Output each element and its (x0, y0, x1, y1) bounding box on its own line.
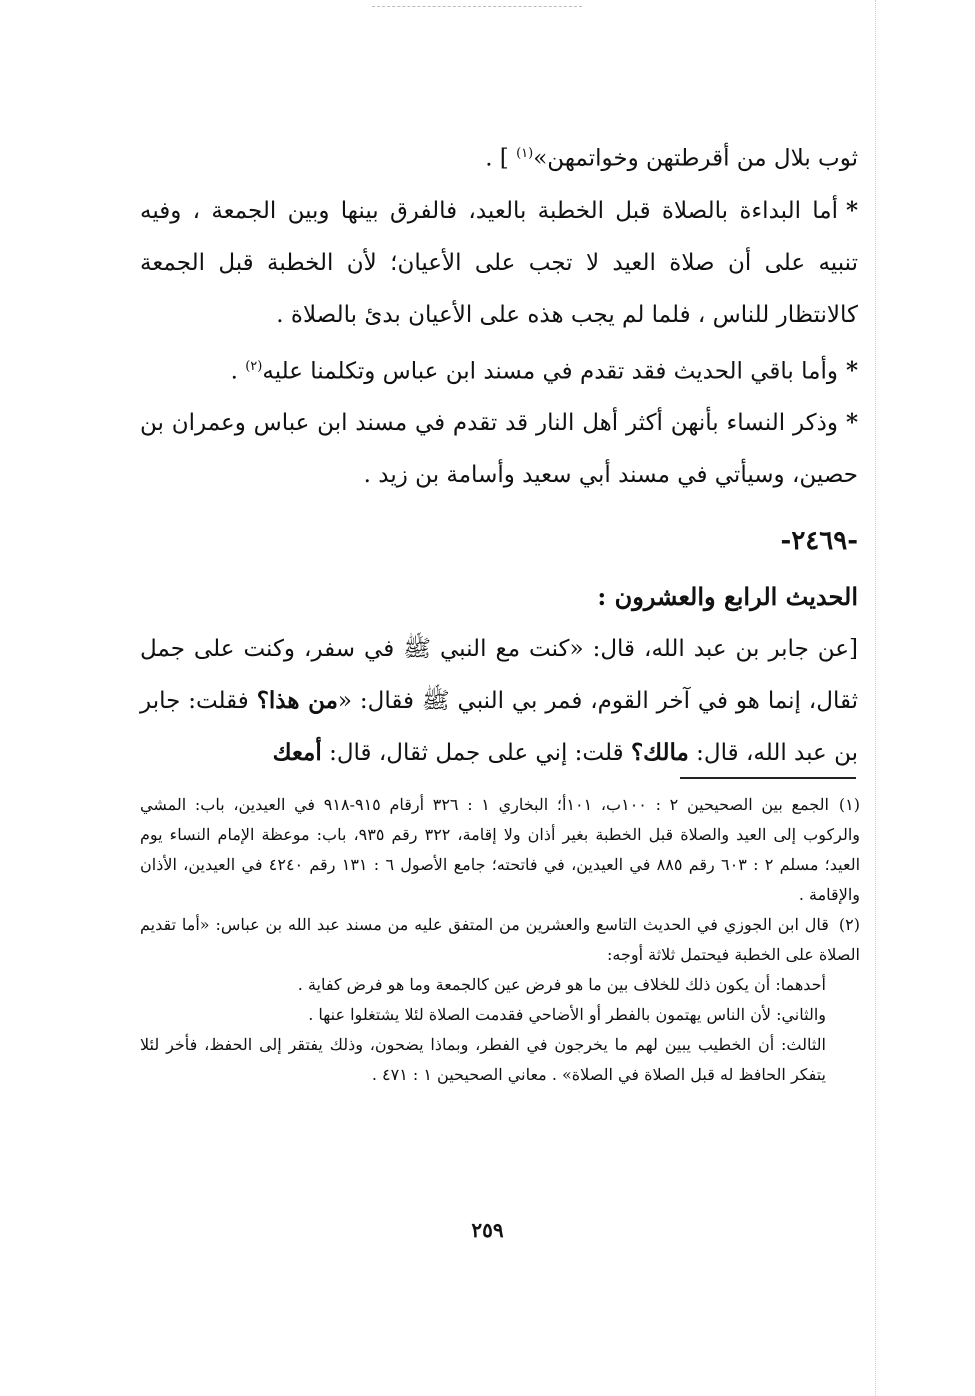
footnote-1-number: (١) (838, 795, 860, 814)
main-text (140, 128, 858, 779)
hadith-bold-2: مالك؟ (630, 739, 689, 767)
footnote-2-item-c: الثالث: أن الخطيب يبين لهم ما يخرجون في الفطر، وبماذا يضحون، وذلك يفتقر إلى الحفظ، فأخر لئلا يتفكر الحافظ له قبل الصلاة في الصلاة» . معاني الصحيحين ١ : ٤٧١ . (140, 1035, 826, 1084)
paragraph-2 (140, 185, 858, 341)
paragraph-2-text: أما البداءة بالصلاة قبل الخطبة بالعيد، فالفرق بينها وبين الجمعة ، وفيه تنبيه على أن صلاة العيد لا تجب على الأعيان؛ لأن الخطبة قبل الجمعة كالانتظار للناس ، فلما لم يجب هذه على الأعيان بدئ بالصلاة . (140, 197, 858, 328)
asterism-icon: * (845, 409, 858, 437)
hadith-bold-1: من هذا؟ (256, 687, 338, 715)
page-number: ٢٥٩ (471, 1218, 504, 1242)
paragraph-4-text: وذكر النساء بأنهن أكثر أهل النار قد تقدم في مسند ابن عباس وعمران بن حصين، وسيأتي في مسند أبي سعيد وأسامة بن زيد . (140, 410, 858, 489)
footnotes (140, 790, 860, 1090)
hadith-number: -٢٤٦٩- (780, 526, 858, 557)
paragraph-4 (140, 397, 858, 501)
paragraph-1-end: ] . (485, 145, 517, 172)
footnote-2-item-b: والثاني: لأن الناس يهتمون بالفطر أو الأضاحي فقدمت الصلاة لئلا يشتغلوا عنها . (308, 1005, 826, 1024)
asterism-icon: * (845, 196, 858, 224)
footnote-2-item-a: أحدهما: أن يكون ذلك للخلاف بين ما هو فرض عين كالجمعة وما هو فرض كفاية . (297, 975, 826, 994)
hadith-text-part-3: قلت: إني على جمل ثقال، قال: (321, 740, 631, 767)
footnote-2-text: قال ابن الجوزي في الحديث التاسع والعشرين من المتفق عليه من مسند عبد الله بن عباس: «أما تقديم الصلاة على الخطبة فيحتمل ثلاثة أوجه: (140, 915, 860, 964)
hadith-bold-3: أمعك (272, 739, 322, 767)
footnote-ref-1[interactable]: (١) (516, 146, 534, 161)
paragraph-3-end: . (230, 358, 246, 385)
top-dashed-rule (372, 6, 582, 7)
footnote-separator (680, 777, 856, 779)
paragraph-3-text: وأما باقي الحديث فقد تقدم في مسند ابن عباس وتكلمنا عليه (262, 358, 838, 385)
footnote-2 (140, 910, 860, 970)
footnote-1-text: الجمع بين الصحيحين ٢ : ١٠٠ب، ١٠١أ؛ البخاري ١ : ٣٢٦ أرقام ٩١٥-٩١٨ في العيدين، باب: المشي والركوب إلى العيد والصلاة قبل الخطبة بغير أذان ولا إقامة، ٣٢٢ رقم ٩٣٥، باب: موعظة الإمام النساء يوم العيد؛ مسلم ٢ : ٦٠٣ رقم ٨٨٥ في العيدين، في فاتحته؛ جامع الأصول ٦ : ١٣١ رقم ٤٢٤٠ في العيدين، الأذان والإقامة . (140, 795, 861, 904)
hadith-text-part-2: فقلت: جابر بن عبد الله، قال: (140, 688, 858, 767)
hadith-text (140, 623, 858, 779)
paragraph-1-text: ثوب بلال من أقرطتهن وخواتمهن» (533, 145, 858, 172)
asterism-icon: * (845, 357, 858, 385)
paragraph-1 (140, 128, 858, 185)
hadith-heading: الحديث الرابع والعشرون : (597, 582, 858, 612)
footnote-1 (140, 790, 860, 910)
footnote-ref-2[interactable]: (٢) (245, 358, 263, 374)
hadith-text-part-1: [عن جابر بن عبد الله، قال: «كنت مع النبي ﷺ في سفر، وكنت على جمل ثقال، إنما هو في آخر القوم، فمر بي النبي ﷺ فقال: « (140, 636, 858, 715)
page-edge-line (875, 0, 876, 1396)
paragraph-3 (140, 341, 858, 398)
footnote-2-number: (٢) (838, 915, 860, 934)
